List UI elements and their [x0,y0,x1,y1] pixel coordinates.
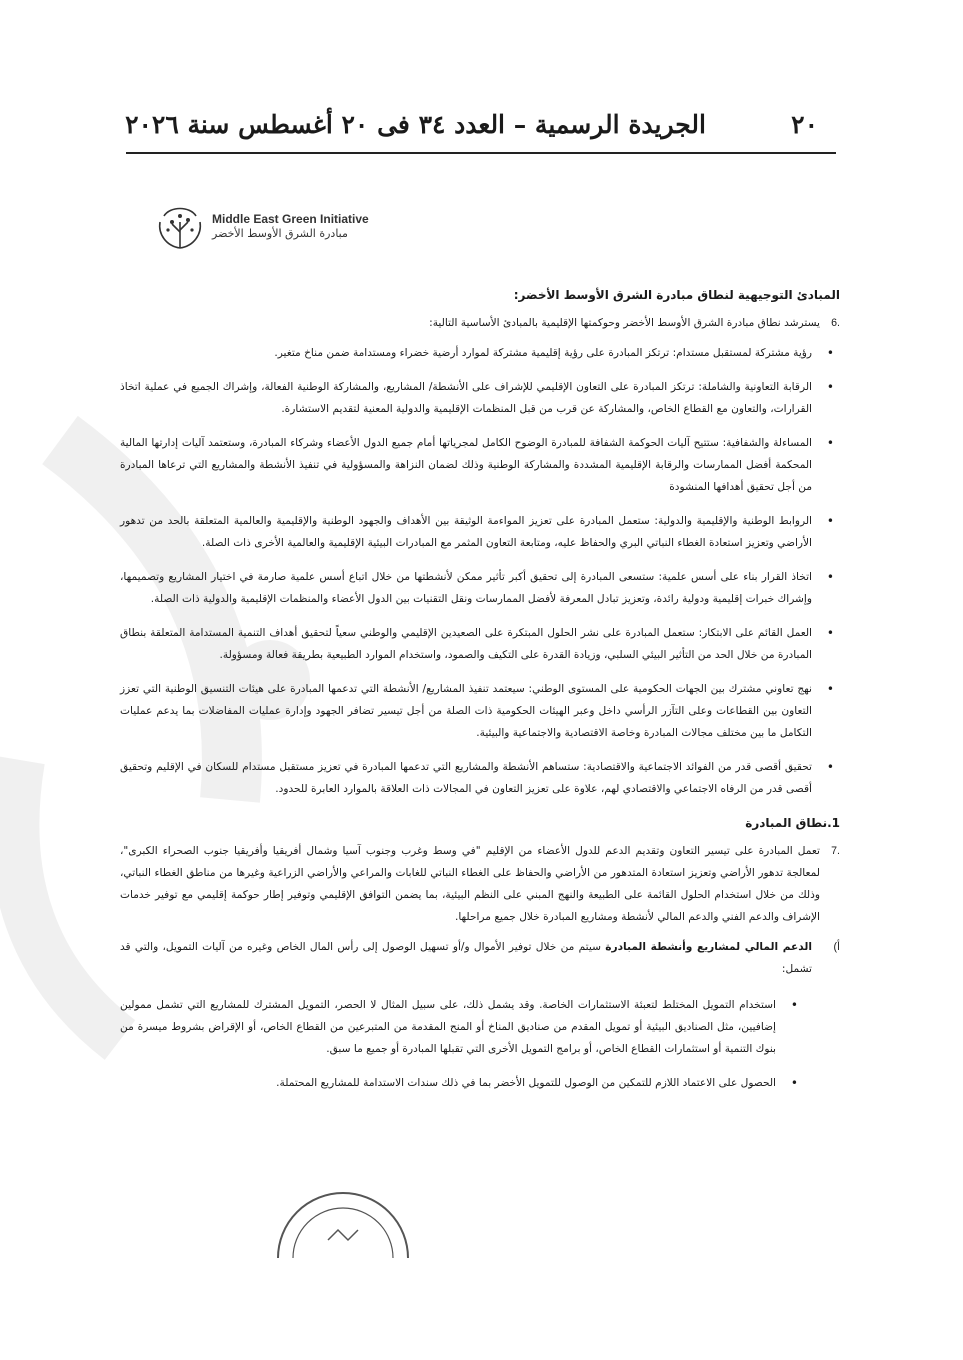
principles-list [120,342,840,800]
item-number: 7. [831,845,840,857]
initiative-logo [152,200,392,252]
bullet-icon: • [790,1076,798,1090]
tree-logo-icon [152,200,208,252]
list-item [120,994,798,1060]
bullet-icon: • [826,682,834,696]
bullet-icon: • [790,998,798,1012]
item-number: 6. [831,317,840,329]
list-item-text: اتخاذ القرار بناء على أسس علمية: ستسعى المبادرة إلى تحقيق أكبر تأثير ممكن لأنشطتها من خلال اتباع أسس علمية صارمة في اختيار المشاريع وتصميمها، وإشراك خبرات إقليمية ودولية رائدة، وتعزيز تبادل المعرفة لأفضل الممارسات ونقل التقنيات بين الدول الأعضاء والمنظمات الإقليمية والدولية ذات الصلة. [120,571,812,605]
item-7 [120,840,840,928]
logo-text-english: Middle East Green Initiative [212,212,369,226]
financing-list [120,994,840,1094]
list-item [120,622,834,666]
list-item-text: العمل القائم على الابتكار: ستعمل المبادرة على نشر الحلول المبتكرة على الصعيدين الإقليمي والوطني سعياً لتحقيق أهداف التنمية المستدامة المتعلقة بنطاق المبادرة من خلال الحد من التأثير البيئي السلبي، وزيادة القدرة على التكيف والصمود، واستخدام الموارد الطبيعية بطريقة فعالة ومسؤولة. [120,627,812,661]
list-item [120,342,834,364]
gazette-header [126,108,836,154]
list-item-text: استخدام التمويل المختلط لتعبئة الاستثمارات الخاصة. وقد يشمل ذلك، على سبيل المثال لا الحصر، التمويل المشترك للمشاريع التي تشمل ممولين إضافيين، مثل الصناديق البيئية أو تمويل المقدم من صناديق المناخ أو المنح المقدمة من المتبرعين من القطاع الخاص، أو الإقراض بشروط ميسرة من بنوك التنمية أو استثمارات القطاع الخاص، أو برامج التمويل الأخرى التي تقبلها المبادرة أو جميع ما سبق. [120,999,776,1055]
bullet-icon: • [826,436,834,450]
item-6 [120,312,840,334]
official-stamp [268,1180,418,1260]
bullet-icon: • [826,626,834,640]
bullet-icon: • [826,760,834,774]
list-item-text: الحصول على الاعتماد اللازم للتمكين من الوصول للتمويل الأخضر بما في ذلك سندات الاستدامة للمشاريع المحتملة. [276,1077,776,1089]
bullet-icon: • [826,380,834,394]
sub-item-text: سيتم من خلال توفير الأموال و/أو تسهيل الوصول إلى رأس المال الخاص وغيره من آليات التمويل، والتي قد تشمل: [120,941,812,975]
list-item-text: تحقيق أقصى قدر من الفوائد الاجتماعية والاقتصادية: ستساهم الأنشطة والمشاريع التي تدعمها المبادرة في تعزيز مستقبل مستدام للسكان في الإقليم وتحقيق أقصى قدر من الرفاه الاجتماعي والاقتصادي لهم، علاوة على تعزيز التعاون في المجالات ذات العلاقة بالموارد العابرة للحدود. [120,761,812,795]
sub-item-letter: أ) [833,941,840,953]
item-7-text: تعمل المبادرة على تيسير التعاون وتقديم الدعم للدول الأعضاء من الإقليم "في وسط وغرب وجنوب آسيا وشمال أفريقيا وأفريقيا جنوب الصحراء الكبرى"، لمعالجة تدهور الأراضي وتعزيز استعادة المتدهور من الأراضي والحفاظ على الغطاء النباتي للغابات والمراعي والأراضي الزراعية وغيرها من مناطق الغطاء النباتي، وذلك من خلال استخدام الحلول القائمة على الطبيعة والنهج المبني على النظم البيئية، بما يضمن التوافق الإقليمي وتوفير إطار حوكمة إقليمي مع توفير خدمات الإشراف والدعم الفني والدعم المالي لأنشطة ومشاريع المبادرة خلال جميع مراحلها. [120,845,820,923]
list-item-text: المساءلة والشفافية: ستتيح آليات الحوكمة الشفافة للمبادرة الوضوح الكامل لمجرياتها أمام جميع الدول الأعضاء وشركاء المبادرة، وستعتمد آليات إدارتها المالية المحكمة أفضل الممارسات والرقابة الإقليمية المشددة والمشاركة الوطنية وذلك لضمان النزاهة والمسؤولية في تنفيذ الأنشطة والمشاريع التي ترعاها المبادرة من أجل تحقيق أهدافها المنشودة [120,437,812,493]
bullet-icon: • [826,346,834,360]
list-item [120,678,834,744]
list-item-text: رؤية مشتركة لمستقبل مستدام: ترتكز المبادرة على رؤية إقليمية مشتركة لموارد أرضية خضراء ومستدامة ضمن مناخ متغير. [274,347,812,359]
sub-item-a [120,936,840,980]
bullet-icon: • [826,570,834,584]
list-item-text: نهج تعاوني مشترك بين الجهات الحكومية على المستوى الوطني: سيعتمد تنفيذ المشاريع/ الأنشطة التي تدعمها المبادرة على هيئات التنسيق الوطنية التي تعزز التعاون بين القطاعات وعلى التآزر الرأسي داخل وعبر الهيئات الحكومية ذات الصلة من أجل تيسير تضافر الجهود وإدارة عمليات المفاضلات بما يدعم عمليات التكامل ما بين مختلف مجالات المبادرة وخاصة الاقتصادية والاجتماعية والبيئية. [120,683,812,739]
list-item-text: الروابط الوطنية والإقليمية والدولية: ستعمل المبادرة على تعزيز المواءمة الوثيقة بين الأهداف والجهود الوطنية والإقليمية والعالمية المتعلقة بالحد من تدهور الأراضي وتعزيز استعادة الغطاء النباتي البري والحفاظ عليه، ومتابعة التعاون المثمر مع المبادرات البيئية الإقليمية والعالمية الأخرى ذات الصلة. [120,515,812,549]
logo-text-arabic: مبادرة الشرق الأوسط الأخضر [212,227,348,240]
list-item [120,432,834,498]
list-item-text: الرقابة التعاونية والشاملة: ترتكز المبادرة على التعاون الإقليمي للإشراف على الأنشطة/ المشاريع، والمشاركة الوطنية الفعالة، وإشراك الجميع في عملية اتخاذ القرارات، والتعاون مع القطاع الخاص، والمشاركة عن قرب من قبل المنظمات الإقليمية والدولية المعنية لتقديم الاستشارة. [120,381,812,415]
list-item [120,510,834,554]
sub-item-lead: الدعم المالي لمشاريع وأنشطة المبادرة [605,941,812,953]
gazette-title: الجريدة الرسمية – العدد ٣٤ فى ٢٠ أغسطس سنة ٢٠٢٦ [125,110,706,139]
page-number: ٢٠ [791,110,818,139]
principles-heading: المبادئ التوجيهية لنطاق مبادرة الشرق الأوسط الأخضر: [513,288,840,302]
list-item [120,756,834,800]
list-item [120,1072,798,1094]
scope-heading: 1.نطاق المبادرة [745,816,840,830]
item-6-intro: يسترشد نطاق مبادرة الشرق الأوسط الأخضر وحوكمتها الإقليمية بالمبادئ الأساسية التالية: [429,317,820,329]
list-item [120,376,834,420]
document-body [120,284,840,1106]
list-item [120,566,834,610]
bullet-icon: • [826,514,834,528]
